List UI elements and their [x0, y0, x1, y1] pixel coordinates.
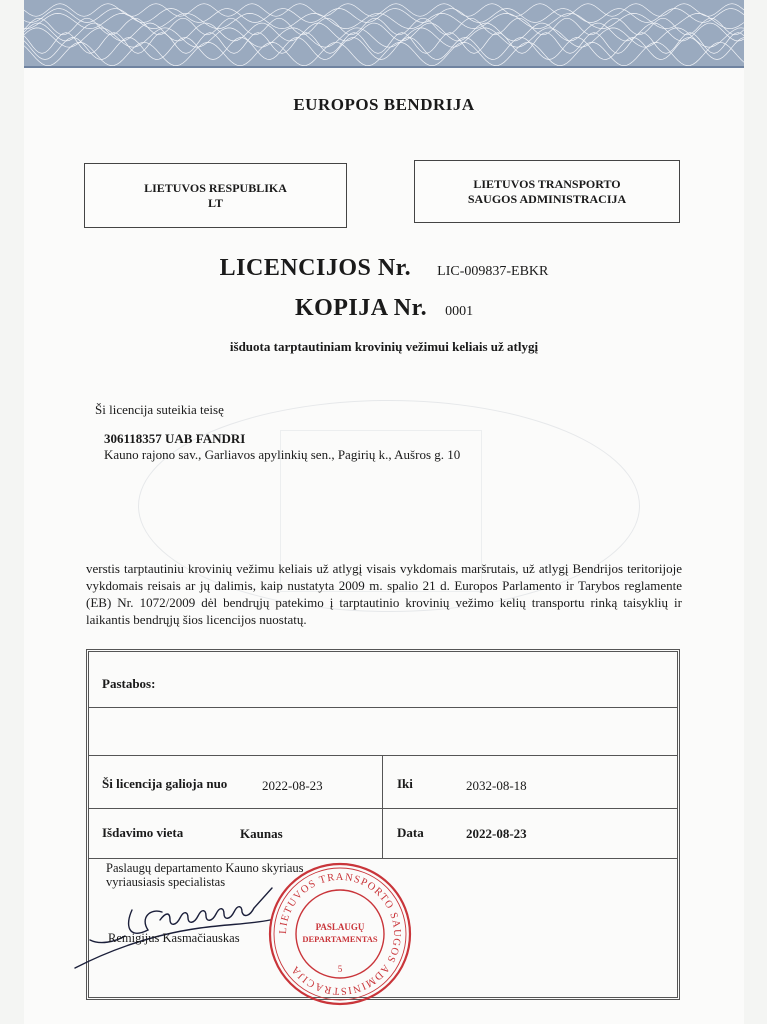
stamp-ring-text: LIETUVOS TRANSPORTO SAUGOS ADMINISTRACIJA [277, 871, 403, 997]
license-terms: verstis tarptautiniu krovinių vežimu keliais už atlygį visais vykdomais maršrutais, už atlygį Bendrijos teritorijoje vykdomais reisais ar jų dalimis, kaip nustatyta 2009 m. spalio 21 d. Europos Parlamento ir Tarybos reglamente (EB) Nr. 1072/2009 dėl bendrųjų patekimo į tarptautinio krovinių vežimo kelių transportu rinką taisyklių ir laikantis bendrųjų šios licencijos nuostatų. [86, 561, 682, 628]
state-box [84, 163, 347, 228]
signatory-name: Remigijus Kasmačiauskas [108, 931, 240, 945]
license-number-line [24, 255, 744, 282]
valid-from-label: Ši licencija galioja nuo [102, 776, 228, 791]
license-holder [104, 431, 460, 462]
valid-from-date: 2022-08-23 [262, 778, 323, 793]
table-divider [89, 707, 677, 708]
copy-label: KOPIJA Nr. [294, 295, 428, 321]
stamp-center-line1: PASLAUGŲ [315, 922, 365, 932]
license-number: LIC-009837-EBKR [437, 264, 549, 279]
license-label: LICENCIJOS Nr. [219, 255, 412, 281]
holder-id-name: 306118357 UAB FANDRI [104, 431, 246, 446]
issue-date: 2022-08-23 [466, 826, 527, 841]
issuing-authority-box [414, 160, 680, 223]
community-title: EUROPOS BENDRIJA [293, 95, 475, 114]
issue-date-label: Data [397, 825, 424, 840]
stamp-number: 5 [337, 964, 343, 974]
issue-place-label: Išdavimo vieta [102, 825, 184, 840]
license-subtitle: išduota tarptautiniam krovinių vežimui keliais už atlygį [229, 339, 539, 354]
remarks-label: Pastabos: [102, 676, 156, 691]
stamp-center-line2: DEPARTAMENTAS [302, 934, 378, 944]
valid-to-date: 2032-08-18 [466, 778, 527, 793]
copy-number-line [24, 295, 744, 322]
grants-intro: Ši licencija suteikia teisę [95, 402, 224, 417]
holder-address: Kauno rajono sav., Garliavos apylinkių sen., Pagirių k., Aušros g. 10 [104, 446, 461, 462]
official-stamp [266, 860, 414, 1008]
table-column-divider [382, 755, 383, 858]
issue-place: Kaunas [240, 826, 283, 841]
valid-to-label: Iki [397, 776, 413, 791]
table-divider [89, 808, 677, 809]
copy-number: 0001 [445, 304, 474, 319]
signatory-department: Paslaugų departamento Kauno skyriaus [106, 861, 304, 875]
authority-name-line1: LIETUVOS TRANSPORTO [473, 177, 621, 192]
signatory-position: vyriausiasis specialistas [106, 874, 226, 889]
state-name: LIETUVOS RESPUBLIKA [144, 181, 287, 196]
table-divider [89, 858, 677, 859]
guilloche-border [24, 0, 744, 68]
table-divider [89, 755, 677, 756]
state-code: LT [208, 195, 223, 210]
authority-name-line2: SAUGOS ADMINISTRACIJA [467, 191, 627, 206]
